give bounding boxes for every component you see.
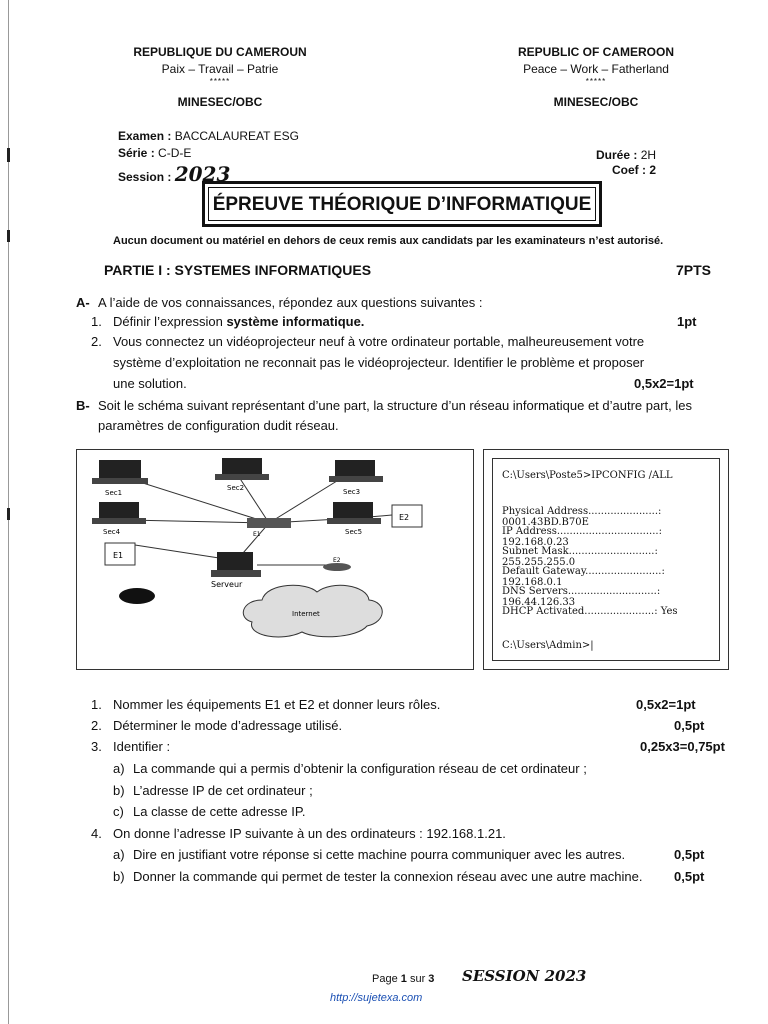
- duree-value: 2H: [640, 148, 657, 162]
- computer-sec4-icon: [92, 502, 146, 524]
- ipconfig-row-ip: IP Address................................: 192.168.0.23: [502, 526, 662, 548]
- q-3c-text: La classe de cette adresse IP.: [133, 804, 306, 819]
- label-e2-router: E2: [333, 557, 341, 564]
- q2-line2: système d’exploitation ne reconnait pas le vidéoprojecteur. Identifier le problème et proposer: [113, 355, 645, 370]
- section-a-intro: A l’aide de vos connaissances, répondez aux questions suivantes :: [98, 295, 483, 310]
- q2-num: 2.: [91, 334, 102, 349]
- ipconfig-row-gateway: Default Gateway........................: 192.168.0.1: [502, 566, 665, 588]
- country-fr: REPUBLIQUE DU CAMEROUN: [133, 45, 307, 59]
- ministry-en: MINESEC/OBC: [553, 95, 639, 109]
- computer-sec1-icon: [92, 460, 148, 484]
- q-2-text: Déterminer le mode d’adressage utilisé.: [113, 718, 343, 733]
- title-box: [202, 181, 602, 227]
- q-4a-points: 0,5pt: [674, 847, 705, 862]
- q-3c-letter: c): [113, 804, 124, 819]
- q-4-num: 4.: [91, 826, 102, 841]
- serie-line: [118, 146, 191, 160]
- label-sec4: Sec4: [103, 528, 121, 536]
- q-3a-letter: a): [113, 761, 125, 776]
- q-2-num: 2.: [91, 718, 102, 733]
- computer-sec5-icon: [327, 502, 381, 524]
- section-b-line1: Soit le schéma suivant représentant d’une part, la structure d’un réseau informatique et d’autre part, les: [98, 398, 692, 413]
- q-2-points: 0,5pt: [674, 718, 705, 733]
- q-4a-letter: a): [113, 847, 125, 862]
- label-sec5: Sec5: [345, 528, 363, 536]
- footer-link[interactable]: http://sujetexa.com: [330, 992, 423, 1004]
- ministry-fr: MINESEC/OBC: [177, 95, 263, 109]
- country-en: REPUBLIC OF CAMEROON: [518, 45, 674, 59]
- q-3-points: 0,25x3=0,75pt: [640, 739, 725, 754]
- motto-en: Peace – Work – Fatherland: [523, 62, 669, 76]
- q2-line1: Vous connectez un vidéoprojecteur neuf à votre ordinateur portable, malheureusement votre: [113, 334, 645, 349]
- ipconfig-prompt: C:\Users\Poste5>IPCONFIG /ALL: [502, 470, 673, 481]
- duree-line: [596, 148, 656, 162]
- q-4b-letter: b): [113, 869, 125, 884]
- q-3-num: 3.: [91, 739, 102, 754]
- switch-e1-icon: [247, 518, 291, 528]
- server-icon: [211, 552, 261, 577]
- ipconfig-panel: [483, 449, 729, 670]
- ipconfig-row-dns: DNS Servers............................: 196.44.126.33: [502, 586, 661, 608]
- q-3b-text: L’adresse IP de cet ordinateur ;: [133, 783, 313, 798]
- session-handwritten: SESSION 2023: [462, 967, 587, 985]
- q-4b-text: Donner la commande qui permet de tester la connexion réseau avec une autre machine.: [133, 869, 643, 884]
- stars-en: *****: [585, 77, 607, 86]
- scan-mark: [7, 148, 10, 162]
- q-3b-letter: b): [113, 783, 125, 798]
- serie-value: C-D-E: [158, 146, 192, 160]
- q-4b-points: 0,5pt: [674, 869, 705, 884]
- notice: Aucun document ou matériel en dehors de ceux remis aux candidats par les examinateurs n’est autorisé.: [113, 235, 664, 247]
- ipconfig-row-physical: Physical Address......................: 0001.43BD.B70E: [502, 506, 662, 528]
- label-e1: E1: [113, 551, 124, 560]
- q1-points: 1pt: [677, 314, 697, 329]
- scan-mark: [7, 230, 10, 242]
- computer-sec3-icon: [329, 460, 383, 482]
- section-a-letter: A-: [76, 295, 90, 310]
- motto-fr: Paix – Travail – Patrie: [161, 62, 279, 76]
- label-e2: E2: [399, 513, 410, 522]
- exam-line: [118, 129, 299, 143]
- label-serveur: Serveur: [211, 580, 243, 589]
- ipconfig-row-mask: Subnet Mask...........................: 255.255.255.0: [502, 546, 658, 568]
- q2-points: 0,5x2=1pt: [634, 376, 694, 391]
- label-e1-switch: E1: [253, 531, 261, 538]
- q-4a-text: Dire en justifiant votre réponse si cette machine pourra communiquer avec les autres.: [133, 847, 626, 862]
- q-1-text: Nommer les équipements E1 et E2 et donner leurs rôles.: [113, 697, 441, 712]
- q-4-text: On donne l’adresse IP suivante à un des ordinateurs : 192.168.1.21.: [113, 826, 506, 841]
- q-1-num: 1.: [91, 697, 102, 712]
- ipconfig-end-prompt: C:\Users\Admin>|: [502, 640, 594, 651]
- q1-num: 1.: [91, 314, 102, 329]
- label-sec1: Sec1: [105, 489, 123, 497]
- label-internet: Internet: [292, 610, 320, 618]
- serie-label: Série :: [118, 146, 155, 160]
- q-1-points: 0,5x2=1pt: [636, 697, 696, 712]
- network-diagram-svg: [77, 450, 473, 669]
- label-sec2: Sec2: [227, 484, 245, 492]
- q-3a-text: La commande qui a permis d’obtenir la configuration réseau de cet ordinateur ;: [133, 761, 587, 776]
- coef-label: Coef :: [612, 163, 646, 177]
- q-3-text: Identifier :: [113, 739, 171, 754]
- q2-line3: une solution.: [113, 376, 187, 391]
- label-sec3: Sec3: [343, 488, 361, 496]
- ink-blot: [119, 588, 155, 604]
- network-diagram: [76, 449, 474, 670]
- session-label: Session :: [118, 170, 172, 184]
- duree-label: Durée :: [596, 148, 638, 162]
- coef-value: 2: [649, 163, 657, 177]
- stars-fr: *****: [209, 77, 231, 86]
- part1-heading: PARTIE I : SYSTEMES INFORMATIQUES: [104, 262, 372, 278]
- section-b-letter: B-: [76, 398, 90, 413]
- coef-line: [612, 163, 656, 177]
- part1-points: 7PTS: [676, 262, 712, 278]
- page-title: ÉPREUVE THÉORIQUE D’INFORMATIQUE: [212, 194, 592, 215]
- q1-text: Définir l’expression système informatique.: [113, 314, 365, 329]
- page-indicator: Page 1 sur 3: [372, 973, 435, 985]
- computer-sec2-icon: [215, 458, 269, 480]
- examen-value: BACCALAUREAT ESG: [174, 129, 299, 143]
- examen-label: Examen :: [118, 129, 172, 143]
- ipconfig-row-dhcp: DHCP Activated......................: Yes: [502, 606, 678, 617]
- router-e2-icon: [323, 563, 351, 571]
- scan-mark: [7, 508, 10, 520]
- section-b-line2: paramètres de configuration dudit réseau.: [98, 418, 339, 433]
- session-value: 2023: [174, 162, 231, 186]
